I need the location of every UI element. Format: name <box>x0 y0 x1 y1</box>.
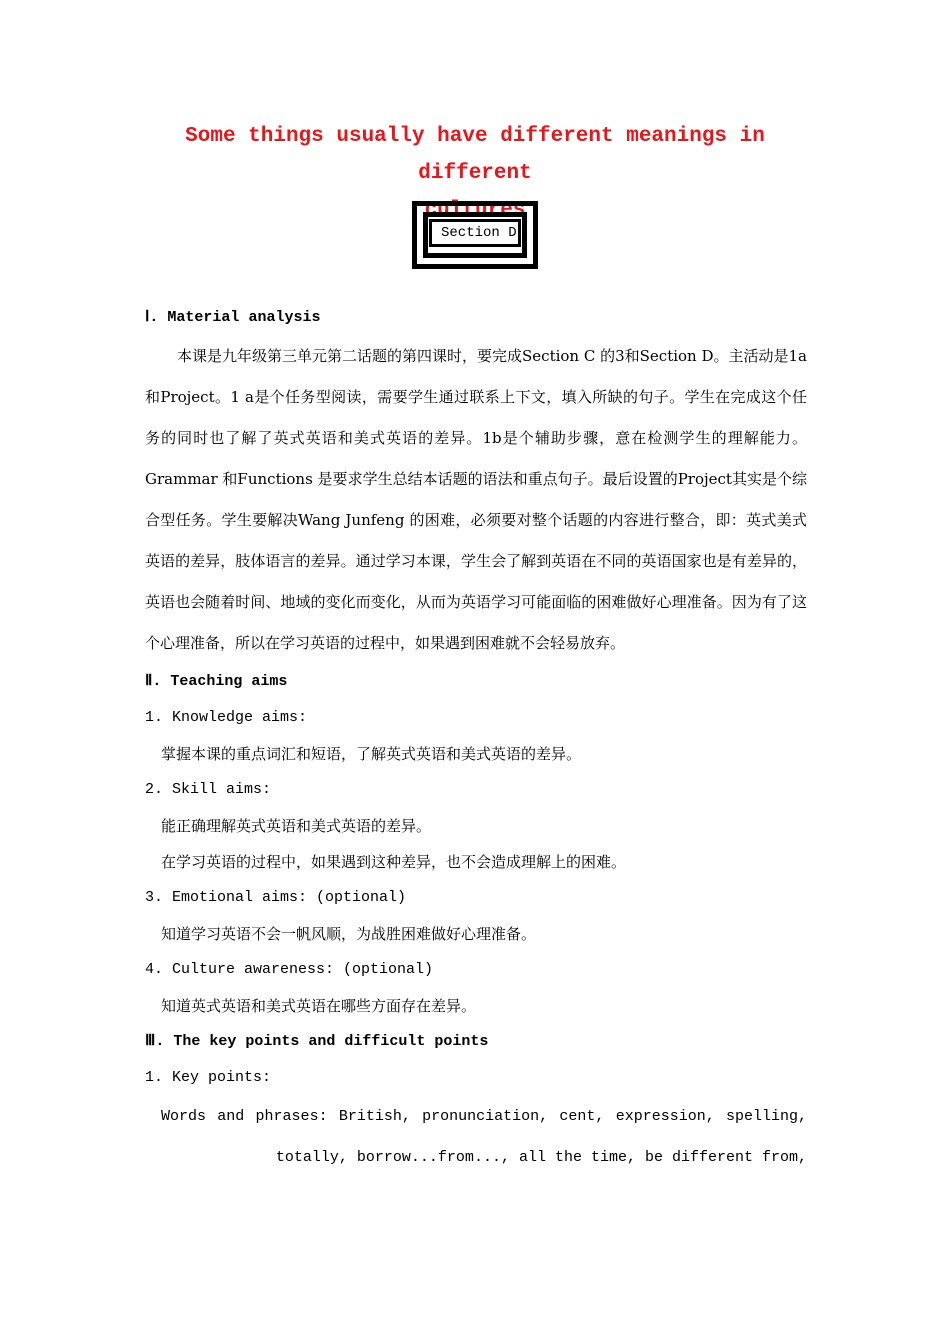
culture-awareness-label: 4. Culture awareness: (optional) <box>145 961 434 978</box>
teaching-aims-heading: Ⅱ. Teaching aims <box>145 673 288 690</box>
emotional-aims-text: 知道学习英语不会一帆风顺，为战胜困难做好心理准备。 <box>161 925 537 943</box>
knowledge-aims-text: 掌握本课的重点词汇和短语，了解英式英语和美式英语的差异。 <box>161 745 582 763</box>
section-label: Section D <box>429 219 521 247</box>
title-line-1: Some things usually have different meanings in different <box>185 125 765 185</box>
words-and-phrases-line-1: Words and phrases: British, pronunciation, cent, expression, spelling, <box>161 1108 807 1125</box>
key-points-label: 1. Key points: <box>145 1069 272 1086</box>
material-analysis-paragraph: 本课是九年级第三单元第二话题的第四课时，要完成Section C 的3和Section D。主活动是1a和Project。1 a是个任务型阅读，需要学生通过联系上下文，填入所缺的句子。学生在完成这个任务的同时也了解了英式英语和美式英语的差异。1b是个辅助步骤，意在检测学生的理解能力。Grammar 和Functions 是要求学生总结本话题的语法和重点句子。最后设置的Project其实是个综合型任务。学生要解决Wang Junfeng 的困难，必须要对整个话题的内容进行整合，即：英式美式英语的差异，肢体语言的差异。通过学习本课，学生会了解到英语在不同的英语国家也是有差异的，英语也会随着时间、地域的变化而变化，从而为英语学习可能面临的困难做好心理准备。因为有了这个心理准备，所以在学习英语的过程中，如果遇到困难就不会轻易放弃。 <box>145 347 807 652</box>
skill-aims-label: 2. Skill aims: <box>145 781 272 798</box>
skill-aims-text-1: 能正确理解英式英语和美式英语的差异。 <box>161 817 432 835</box>
section-frame <box>412 201 538 269</box>
knowledge-aims-label: 1. Knowledge aims: <box>145 709 308 726</box>
culture-awareness-text: 知道英式英语和美式英语在哪些方面存在差异。 <box>161 997 477 1015</box>
skill-aims-text-2: 在学习英语的过程中，如果遇到这种差异，也不会造成理解上的困难。 <box>161 853 627 871</box>
title-line-2: cultures <box>424 199 526 222</box>
key-points-heading: Ⅲ. The key points and difficult points <box>145 1033 489 1050</box>
material-analysis-heading: Ⅰ. Material analysis <box>145 309 321 326</box>
words-and-phrases-line-2: totally, borrow...from..., all the time, be different from, <box>275 1149 807 1166</box>
emotional-aims-label: 3. Emotional aims: (optional) <box>145 889 407 906</box>
document-body <box>145 300 807 1178</box>
